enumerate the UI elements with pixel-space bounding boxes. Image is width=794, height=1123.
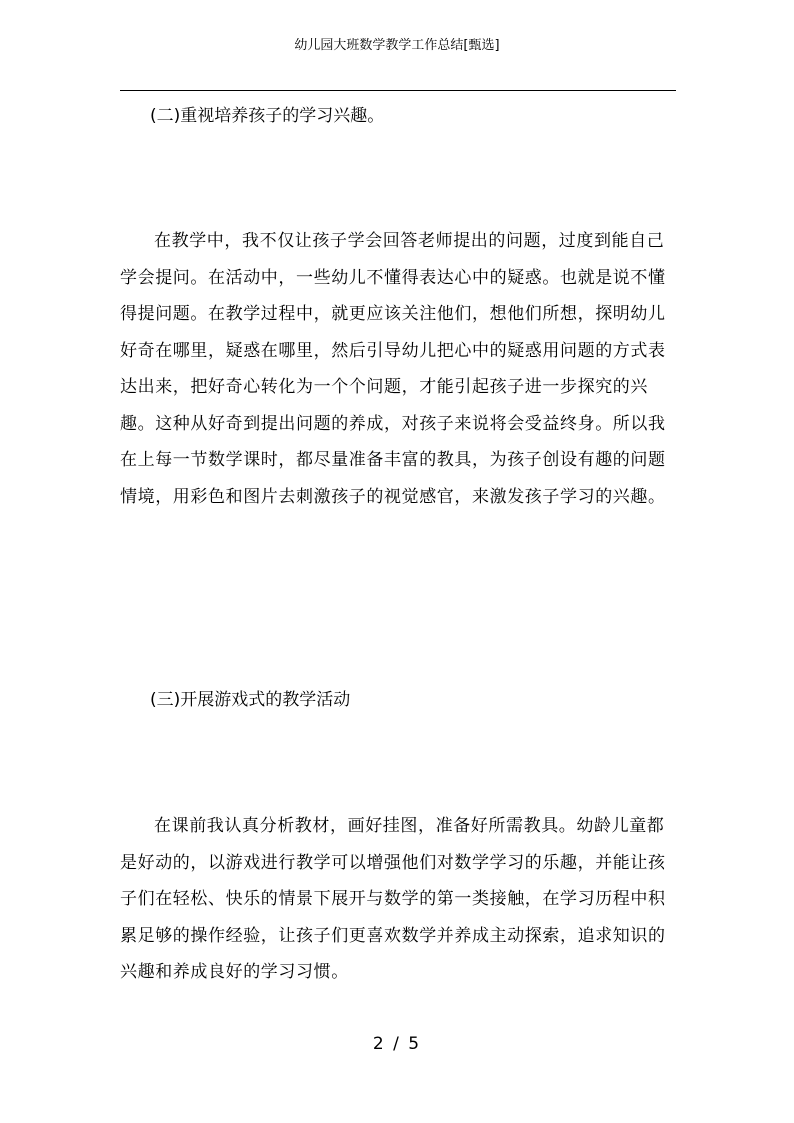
document-header-title: 幼儿园大班数学教学工作总结[甄选]	[294, 38, 500, 53]
section-paragraph-3: 在课前我认真分析教材，画好挂图，准备好所需教具。幼龄儿童都是好动的，以游戏进行教学可以增强他们对数学学习的乐趣，并能让孩子们在轻松、快乐的情景下展开与数学的第一类接触，在学习历程中积累足够的操作经验，让孩子们更喜欢数学并养成主动探索，追求知识的兴趣和养成良好的学习习惯。	[120, 816, 666, 982]
header-divider	[120, 90, 676, 91]
section-heading-3: (三)开展游戏式的教学活动	[150, 690, 351, 710]
section-paragraph-2: 在教学中，我不仅让孩子学会回答老师提出的问题，过度到能自己学会提问。在活动中，一些幼儿不懂得表达心中的疑惑。也就是说不懂得提问题。在教学过程中，就更应该关注他们，想他们所想，探明幼儿好奇在哪里，疑惑在哪里，然后引导幼儿把心中的疑惑用问题的方式表达出来，把好奇心转化为一个个问题，才能引起孩子进一步探究的兴趣。这种从好奇到提出问题的养成，对孩子来说将会受益终身。所以我在上每一节数学课时，都尽量准备丰富的教具，为孩子创设有趣的问题情境，用彩色和图片去刺激孩子的视觉感官，来激发孩子学习的兴趣。	[120, 231, 666, 507]
section-heading-2: (二)重视培养孩子的学习兴趣。	[150, 106, 385, 126]
page-number: 2 / 5	[372, 1034, 422, 1054]
